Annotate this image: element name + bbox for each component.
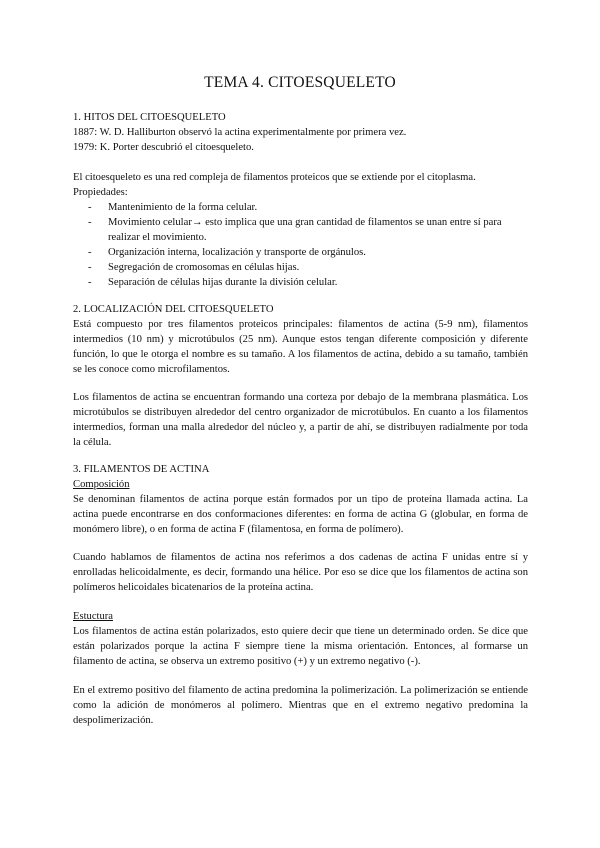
list-item: - Segregación de cromosomas en células hijas.: [73, 260, 528, 275]
paragraph-block: [73, 550, 528, 595]
section-heading: 3. FILAMENTOS DE ACTINA: [73, 464, 210, 475]
properties-list: [73, 200, 528, 290]
list-item: - Separación de células hijas durante la división celular.: [73, 275, 528, 290]
section-localizacion-cont: [73, 390, 528, 450]
properties-block: [73, 170, 528, 290]
list-item: - Organización interna, localización y transporte de orgánulos.: [73, 245, 528, 260]
paragraph: Los filamentos de actina están polarizados, esto quiere decir que tiene un determinado orden. Se dice que están polarizados porque la actina F siempre tiene la misma orientación. Entonces, al formarse un filamento de actina, se observa un extremo positivo (+) y un extremo negativo (-).: [73, 626, 528, 667]
paragraph: En el extremo positivo del filamento de actina predomina la polimerización. La polimerización se entiende como la adición de monómeros al polímero. Mientras que en el extremo negativo predomina la despolimerización.: [73, 685, 528, 726]
list-item: - Movimiento celular→ esto implica que una gran cantidad de filamentos se unan entre sí para realizar el movimiento.: [73, 215, 528, 245]
paragraph: Está compuesto por tres filamentos proteicos principales: filamentos de actina (5-9 nm), filamentos intermedios (10 nm) y microtúbulos (25 nm). Aunque estos tengan diferente composición y diferente función, lo que le otorga el nombre es su tamaño. A los filamentos de actina, debido a su tamaño, también se les conoce como microfilamentos.: [73, 319, 528, 375]
milestone-line: 1887: W. D. Halliburton observó la actina experimentalmente por primera vez.: [73, 127, 407, 138]
properties-label: Propiedades:: [73, 187, 128, 198]
section-filamentos-actina: [73, 462, 528, 537]
estructura-block: [73, 609, 528, 669]
section-hitos: [73, 110, 528, 155]
page-title: TEMA 4. CITOESQUELETO: [204, 74, 396, 91]
paragraph-block: [73, 683, 528, 728]
intro-paragraph: El citoesqueleto es una red compleja de filamentos proteicos que se extiende por el citoplasma.: [73, 172, 476, 183]
section-heading: 2. LOCALIZACIÓN DEL CITOESQUELETO: [73, 304, 274, 315]
subheading: Estuctura: [73, 611, 114, 622]
list-item: - Mantenimiento de la forma celular.: [73, 200, 528, 215]
paragraph: Los filamentos de actina se encuentran formando una corteza por debajo de la membrana plasmática. Los microtúbulos se distribuyen alrededor del centro organizador de microtúbulos. En cuanto a los filamentos intermedios, forman una malla alrededor del núcleo y, a partir de ahí, se distribuyen radialmente por toda la célula.: [73, 392, 528, 448]
subheading: Composición: [73, 479, 130, 490]
paragraph: Cuando hablamos de filamentos de actina nos referimos a dos cadenas de actina F unidas entre sí y enrolladas helicoidalmente, es decir, formando una hélice. Por eso se dice que los filamentos de actina son polímeros helicoidales bicatenarios de la proteína actina.: [73, 552, 528, 593]
section-localizacion: [73, 302, 528, 377]
section-heading: 1. HITOS DEL CITOESQUELETO: [73, 112, 226, 123]
paragraph: Se denominan filamentos de actina porque están formados por un tipo de proteína llamada actina. La actina puede encontrarse en dos conformaciones diferentes: en forma de actina G (globular, en forma de monómero libre), o en forma de actina F (filamentosa, en forma de polímero).: [73, 494, 528, 535]
milestone-line: 1979: K. Porter descubrió el citoesqueleto.: [73, 142, 254, 153]
